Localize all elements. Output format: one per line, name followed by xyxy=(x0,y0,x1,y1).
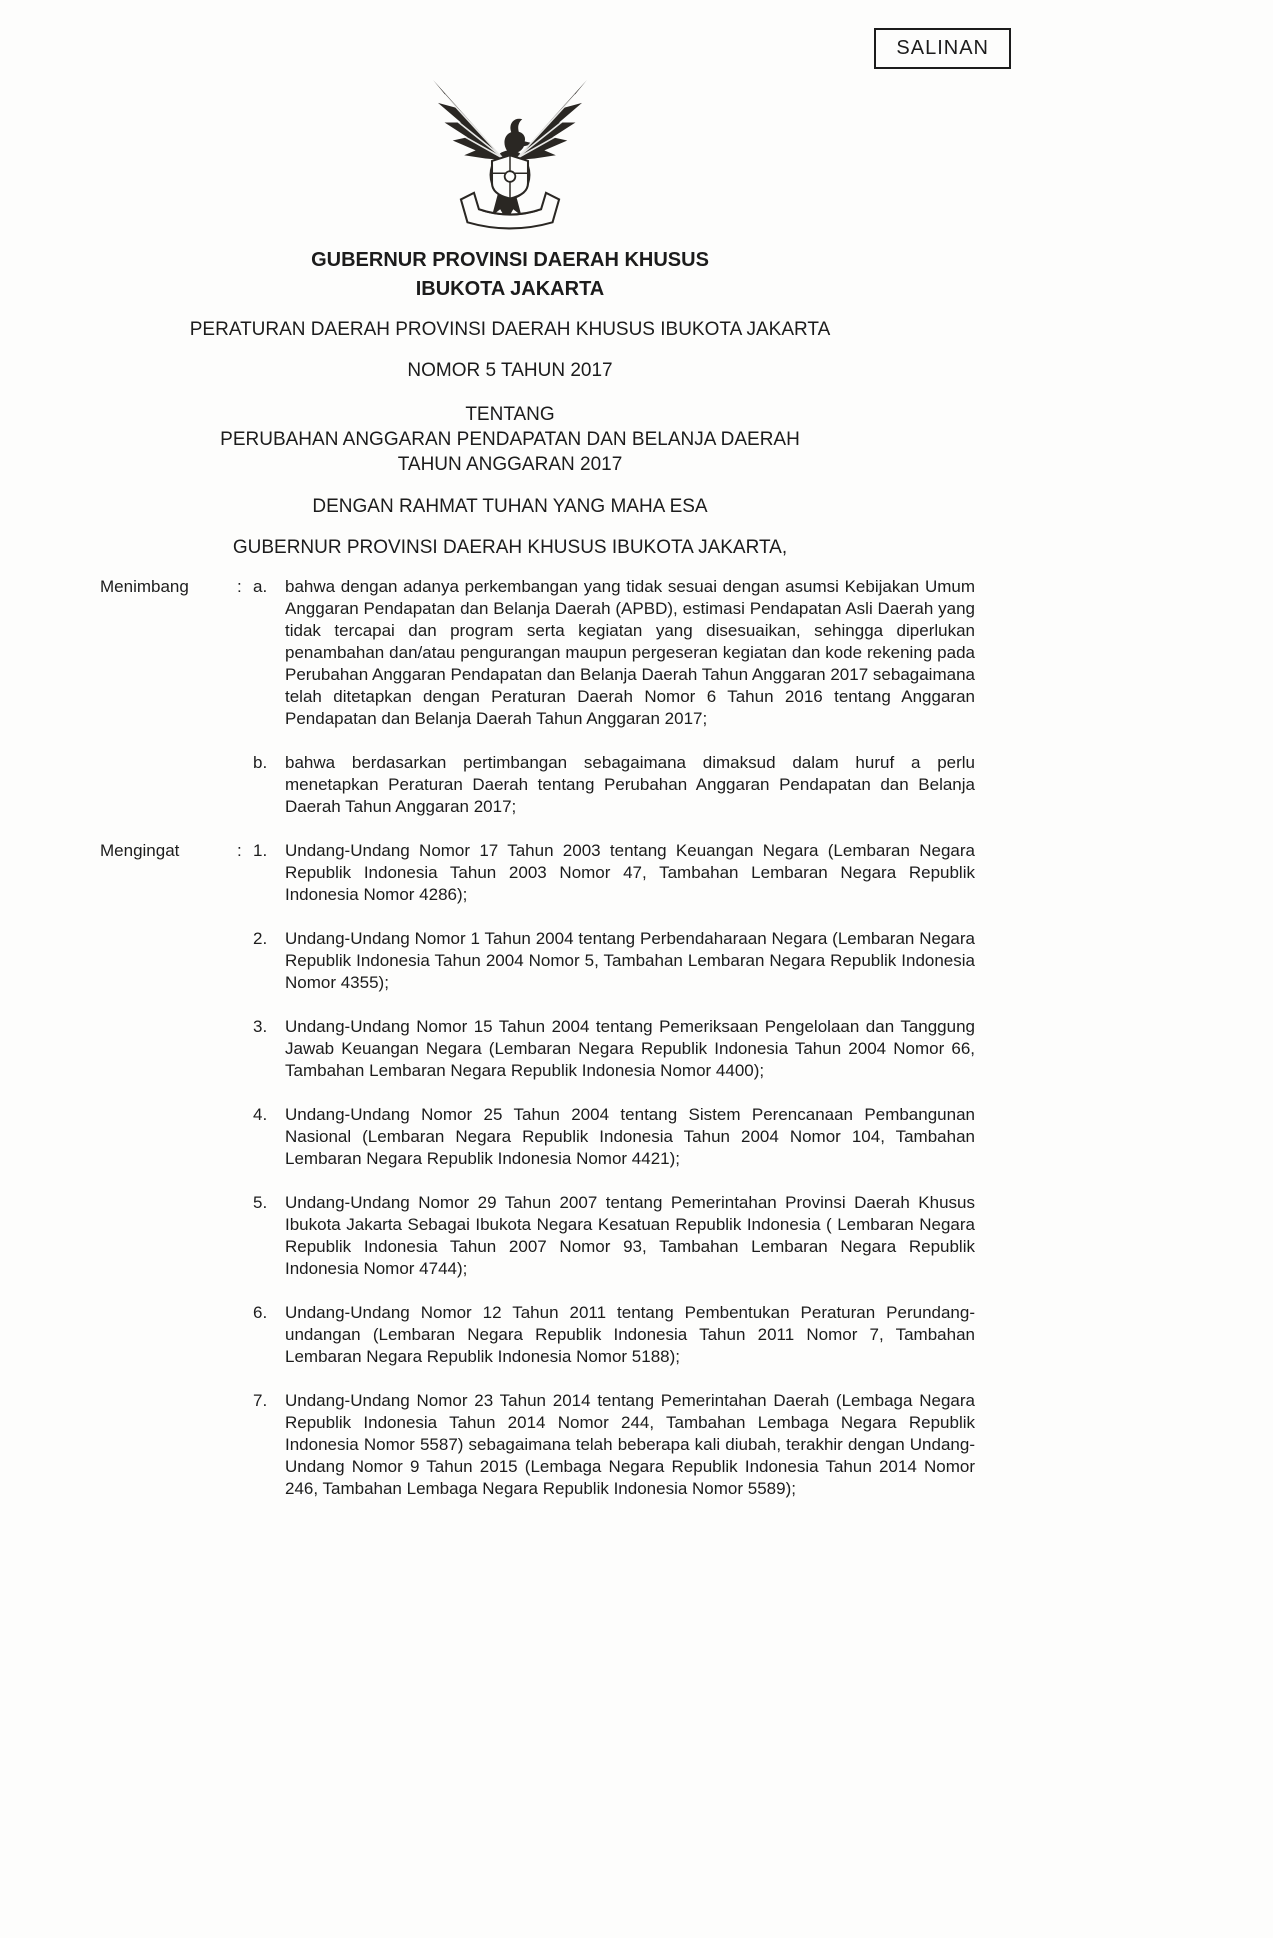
item-text: bahwa dengan adanya perkembangan yang tidak sesuai dengan asumsi Kebijakan Umum Anggaran Pendapatan dan Belanja Daerah (APBD), estimasi Pendapatan Asli Daerah yang tidak tercapai dan program serta kegiatan yang disesuaikan, sehingga diperlukan penambahan dan/atau pengurangan maupun pergeseran kegiatan dan kode rekening pada Perubahan Anggaran Pendapatan dan Belanja Daerah Tahun Anggaran 2017 sebagaimana telah ditetapkan dengan Peraturan Daerah Nomor 6 Tahun 2016 tentang Anggaran Pendapatan dan Belanja Daerah Tahun Anggaran 2017; xyxy=(285,577,975,728)
regulation-title: PERATURAN DAERAH PROVINSI DAERAH KHUSUS IBUKOTA JAKARTA xyxy=(189,319,831,340)
garuda-icon xyxy=(420,70,600,238)
issuing-authority-line-1: GUBERNUR PROVINSI DAERAH KHUSUS xyxy=(311,249,709,271)
list-item xyxy=(100,1016,975,1082)
item-marker: 6. xyxy=(253,1303,268,1322)
section-colon-spacer xyxy=(237,752,253,818)
section-colon-spacer xyxy=(237,1192,253,1280)
section-label-spacer xyxy=(100,1192,237,1280)
section-colon: : xyxy=(237,577,242,596)
item-marker: 2. xyxy=(253,929,268,948)
salinan-stamp-label: SALINAN xyxy=(896,37,989,59)
section-label-spacer xyxy=(100,1016,237,1082)
section-label-spacer xyxy=(100,928,237,994)
regulation-number: NOMOR 5 TAHUN 2017 xyxy=(407,360,613,381)
item-marker: 1. xyxy=(253,841,268,860)
list-item xyxy=(100,928,975,994)
list-item xyxy=(100,1390,975,1500)
item-text: Undang-Undang Nomor 15 Tahun 2004 tentang Pemeriksaan Pengelolaan dan Tanggung Jawab Keuangan Negara (Lembaran Negara Republik Indonesia Tahun 2004 Nomor 66, Tambahan Lembaran Negara Republik Indonesia Nomor 4400); xyxy=(285,1017,975,1080)
section-colon-spacer xyxy=(237,1302,253,1368)
section-label-spacer xyxy=(100,1104,237,1170)
item-marker: a. xyxy=(253,577,268,596)
tentang-label: TENTANG xyxy=(465,404,555,425)
item-text: bahwa berdasarkan pertimbangan sebagaimana dimaksud dalam huruf a perlu menetapkan Peraturan Daerah tentang Perubahan Anggaran Pendapatan dan Belanja Daerah Tahun Anggaran 2017; xyxy=(285,753,975,816)
section-colon-spacer xyxy=(237,1016,253,1082)
section-label-spacer xyxy=(100,1390,237,1500)
item-text: Undang-Undang Nomor 1 Tahun 2004 tentang Perbendaharaan Negara (Lembaran Negara Republik Indonesia Tahun 2004 Nomor 5, Tambahan Lembaran Negara Republik Indonesia Nomor 4355); xyxy=(285,929,975,992)
enacting-authority: GUBERNUR PROVINSI DAERAH KHUSUS IBUKOTA JAKARTA, xyxy=(232,537,788,558)
subject-line-1: PERUBAHAN ANGGARAN PENDAPATAN DAN BELANJA DAERAH xyxy=(220,429,800,450)
salinan-stamp xyxy=(874,28,1011,69)
list-item xyxy=(100,576,975,730)
garuda-pancasila-emblem xyxy=(0,70,1020,238)
document-header xyxy=(0,0,1020,560)
item-text: Undang-Undang Nomor 12 Tahun 2011 tentang Pembentukan Peraturan Perundang-undangan (Lembaran Negara Republik Indonesia Tahun 2011 Nomor 7, Tambahan Lembaran Negara Republik Indonesia Nomor 5188); xyxy=(285,1303,975,1366)
item-marker: 3. xyxy=(253,1017,268,1036)
section-label: Mengingat xyxy=(100,841,180,860)
issuing-authority-line-2: IBUKOTA JAKARTA xyxy=(415,278,605,300)
list-item xyxy=(100,1104,975,1170)
item-marker: 7. xyxy=(253,1391,268,1410)
section-colon-spacer xyxy=(237,1104,253,1170)
item-marker: 5. xyxy=(253,1193,268,1212)
item-text: Undang-Undang Nomor 23 Tahun 2014 tentang Pemerintahan Daerah (Lembaga Negara Republik Indonesia Tahun 2014 Nomor 244, Tambahan Lembaga Negara Republik Indonesia Nomor 5587) sebagaimana telah beberapa kali diubah, terakhir dengan Undang-Undang Nomor 9 Tahun 2015 (Lembaga Negara Republik Indonesia Tahun 2014 Nomor 246, Tambahan Lembaga Negara Republik Indonesia Nomor 5589); xyxy=(285,1391,975,1498)
section-mengingat xyxy=(100,840,975,1500)
item-text: Undang-Undang Nomor 25 Tahun 2004 tentang Sistem Perencanaan Pembangunan Nasional (Lembaran Negara Republik Indonesia Tahun 2004 Nomor 104, Tambahan Lembaran Negara Republik Indonesia Nomor 4421); xyxy=(285,1105,975,1168)
list-item xyxy=(100,840,975,906)
invocation-line: DENGAN RAHMAT TUHAN YANG MAHA ESA xyxy=(312,496,708,517)
section-label: Menimbang xyxy=(100,577,189,596)
section-colon: : xyxy=(237,841,242,860)
item-text: Undang-Undang Nomor 29 Tahun 2007 tentang Pemerintahan Provinsi Daerah Khusus Ibukota Jakarta Sebagai Ibukota Negara Kesatuan Republik Indonesia ( Lembaran Negara Republik Indonesia Tahun 2007 Nomor 93, Tambahan Lembaran Negara Republik Indonesia Nomor 4744); xyxy=(285,1193,975,1278)
list-item xyxy=(100,752,975,818)
section-colon-spacer xyxy=(237,928,253,994)
section-label-spacer xyxy=(100,1302,237,1368)
list-item xyxy=(100,1302,975,1368)
item-marker: b. xyxy=(253,753,268,772)
document-body xyxy=(0,576,1273,1500)
subject-line-2: TAHUN ANGGARAN 2017 xyxy=(397,454,623,475)
section-colon-spacer xyxy=(237,1390,253,1500)
item-text: Undang-Undang Nomor 17 Tahun 2003 tentang Keuangan Negara (Lembaran Negara Republik Indonesia Tahun 2003 Nomor 47, Tambahan Lembaran Negara Republik Indonesia Nomor 4286); xyxy=(285,841,975,904)
section-label-spacer xyxy=(100,752,237,818)
list-item xyxy=(100,1192,975,1280)
item-marker: 4. xyxy=(253,1105,268,1124)
section-menimbang xyxy=(100,576,975,818)
